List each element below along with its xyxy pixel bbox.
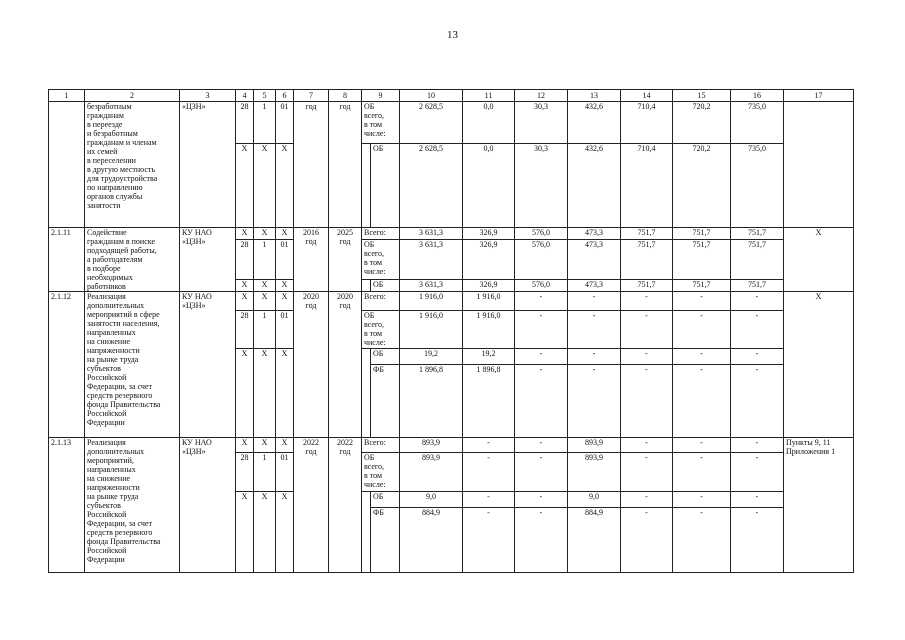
value-cell: 710,4 xyxy=(621,144,673,228)
indent-cell xyxy=(362,492,371,573)
value-cell: 893,9 xyxy=(568,438,621,453)
code-cell: X xyxy=(236,292,254,311)
source-label: ОБ всего, в том числе: xyxy=(362,102,400,144)
code-cell: X xyxy=(276,292,294,311)
measure-name: безработным гражданам в переезде и безработным гражданам и членам их семей в переселении в другую местность для трудоустройства по направлению органов службы занятости xyxy=(85,102,180,228)
code-cell: X xyxy=(236,492,254,573)
value-cell: 326,9 xyxy=(463,240,515,279)
value-cell: 735,0 xyxy=(731,102,784,144)
value-cell: 1 916,0 xyxy=(400,292,463,311)
value-cell: 1 916,0 xyxy=(400,311,463,349)
value-cell: - xyxy=(621,508,673,573)
value-cell: - xyxy=(673,492,731,508)
page-number: 13 xyxy=(447,29,458,41)
note-cell xyxy=(784,102,854,228)
code-cell: X xyxy=(276,279,294,291)
code-cell: 1 xyxy=(254,102,276,144)
note-cell: Пункты 9, 11 Приложения 1 xyxy=(784,438,854,573)
value-cell: - xyxy=(673,365,731,438)
value-cell: 9,0 xyxy=(568,492,621,508)
end-year: год xyxy=(329,102,362,228)
table-row xyxy=(49,102,854,144)
col-header: 13 xyxy=(568,90,621,102)
value-cell: - xyxy=(463,453,515,492)
value-cell: 893,9 xyxy=(400,438,463,453)
value-cell: 1 916,0 xyxy=(463,311,515,349)
value-cell: 576,0 xyxy=(515,228,568,240)
source-label: Всего: xyxy=(362,438,400,453)
end-year: 2025 год xyxy=(329,228,362,292)
value-cell: - xyxy=(463,492,515,508)
col-header: 5 xyxy=(254,90,276,102)
code-cell: X xyxy=(254,144,276,228)
value-cell: 751,7 xyxy=(621,279,673,291)
value-cell: - xyxy=(731,438,784,453)
start-year: 2020 год xyxy=(294,292,329,438)
note-cell: X xyxy=(784,292,854,438)
value-cell: - xyxy=(673,311,731,349)
value-cell: 1 916,0 xyxy=(463,292,515,311)
code-cell: 28 xyxy=(236,311,254,349)
value-cell: 3 631,3 xyxy=(400,240,463,279)
value-cell: - xyxy=(731,349,784,365)
start-year: 2016 год xyxy=(294,228,329,292)
source-label: ФБ xyxy=(371,365,400,438)
code-cell: X xyxy=(254,279,276,291)
measure-name: Реализация дополнительных мероприятий в сфере занятости населения, направленных на снижение напряженности на рынке труда субъектов Российской Федерации, за счет средств резервного фонда Правительства Российской Федерации xyxy=(85,292,180,438)
code-cell: 1 xyxy=(254,453,276,492)
value-cell: 2 628,5 xyxy=(400,144,463,228)
code-cell: X xyxy=(276,492,294,573)
indent-cell xyxy=(362,349,371,438)
value-cell: 751,7 xyxy=(673,240,731,279)
col-header: 12 xyxy=(515,90,568,102)
row-id: 2.1.12 xyxy=(49,292,85,438)
measure-name: Содействие гражданам в поиске подходящей работы, а работодателям в подборе необходимых работников xyxy=(85,228,180,292)
value-cell: 0,0 xyxy=(463,102,515,144)
code-cell: X xyxy=(236,349,254,438)
source-label: ОБ xyxy=(371,279,400,291)
value-cell: - xyxy=(568,311,621,349)
value-cell: 30,3 xyxy=(515,144,568,228)
source-label: ОБ xyxy=(371,144,400,228)
value-cell: - xyxy=(621,365,673,438)
col-header: 16 xyxy=(731,90,784,102)
measure-name: Реализация дополнительных мероприятий, направленных на снижение напряженности на рынке труда субъектов Российской Федерации, за счет средств резервного фонда Правительства Российской Федерации xyxy=(85,438,180,573)
row-id: 2.1.13 xyxy=(49,438,85,573)
col-header: 14 xyxy=(621,90,673,102)
value-cell: 576,0 xyxy=(515,240,568,279)
value-cell: - xyxy=(731,492,784,508)
value-cell: - xyxy=(673,508,731,573)
col-header: 11 xyxy=(463,90,515,102)
table-row xyxy=(49,292,854,311)
code-cell: 1 xyxy=(254,311,276,349)
value-cell: - xyxy=(515,438,568,453)
source-label: ФБ xyxy=(371,508,400,573)
executor: КУ НАО «ЦЗН» xyxy=(180,228,236,292)
code-cell: X xyxy=(276,349,294,438)
value-cell: - xyxy=(568,365,621,438)
value-cell: 751,7 xyxy=(673,228,731,240)
value-cell: - xyxy=(515,492,568,508)
value-cell: 3 631,3 xyxy=(400,228,463,240)
col-header: 15 xyxy=(673,90,731,102)
value-cell: - xyxy=(731,508,784,573)
value-cell: - xyxy=(515,292,568,311)
value-cell: 432,6 xyxy=(568,102,621,144)
value-cell: - xyxy=(568,292,621,311)
code-cell: X xyxy=(276,144,294,228)
column-header-row xyxy=(49,90,854,102)
code-cell: X xyxy=(254,292,276,311)
value-cell: 19,2 xyxy=(463,349,515,365)
value-cell: - xyxy=(731,311,784,349)
col-header: 6 xyxy=(276,90,294,102)
value-cell: - xyxy=(515,311,568,349)
col-header: 8 xyxy=(329,90,362,102)
value-cell: - xyxy=(621,492,673,508)
value-cell: - xyxy=(731,365,784,438)
indent-cell xyxy=(362,279,371,291)
start-year: 2022 год xyxy=(294,438,329,573)
value-cell: - xyxy=(463,508,515,573)
source-label: ОБ xyxy=(371,492,400,508)
value-cell: - xyxy=(673,438,731,453)
value-cell: 1 896,8 xyxy=(463,365,515,438)
code-cell: X xyxy=(254,492,276,573)
source-label: ОБ всего, в том числе: xyxy=(362,240,400,279)
code-cell: 01 xyxy=(276,453,294,492)
source-label: Всего: xyxy=(362,292,400,311)
table-row xyxy=(49,438,854,453)
code-cell: X xyxy=(236,438,254,453)
value-cell: - xyxy=(621,438,673,453)
start-year: год xyxy=(294,102,329,228)
value-cell: - xyxy=(568,349,621,365)
code-cell: X xyxy=(236,228,254,240)
value-cell: 720,2 xyxy=(673,102,731,144)
value-cell: - xyxy=(731,453,784,492)
value-cell: 30,3 xyxy=(515,102,568,144)
end-year: 2020 год xyxy=(329,292,362,438)
value-cell: - xyxy=(731,292,784,311)
executor: «ЦЗН» xyxy=(180,102,236,228)
col-header: 1 xyxy=(49,90,85,102)
value-cell: - xyxy=(515,453,568,492)
value-cell: 720,2 xyxy=(673,144,731,228)
value-cell: - xyxy=(673,292,731,311)
value-cell: - xyxy=(621,453,673,492)
col-header: 7 xyxy=(294,90,329,102)
source-label: ОБ xyxy=(371,349,400,365)
source-label: ОБ всего, в том числе: xyxy=(362,311,400,349)
code-cell: X xyxy=(254,438,276,453)
value-cell: - xyxy=(673,453,731,492)
code-cell: 01 xyxy=(276,102,294,144)
executor: КУ НАО «ЦЗН» xyxy=(180,438,236,573)
value-cell: - xyxy=(621,292,673,311)
row-id: 2.1.11 xyxy=(49,228,85,292)
code-cell: X xyxy=(254,228,276,240)
value-cell: 710,4 xyxy=(621,102,673,144)
value-cell: 751,7 xyxy=(731,228,784,240)
value-cell: - xyxy=(621,349,673,365)
value-cell: 473,3 xyxy=(568,240,621,279)
row-id xyxy=(49,102,85,228)
source-label: ОБ всего, в том числе: xyxy=(362,453,400,492)
table-row xyxy=(49,228,854,240)
value-cell: - xyxy=(515,508,568,573)
value-cell: 751,7 xyxy=(673,279,731,291)
value-cell: 9,0 xyxy=(400,492,463,508)
value-cell: 893,9 xyxy=(568,453,621,492)
col-header: 3 xyxy=(180,90,236,102)
code-cell: 01 xyxy=(276,311,294,349)
executor: КУ НАО «ЦЗН» xyxy=(180,292,236,438)
value-cell: 473,3 xyxy=(568,279,621,291)
code-cell: 1 xyxy=(254,240,276,279)
value-cell: - xyxy=(515,365,568,438)
col-header: 10 xyxy=(400,90,463,102)
col-header: 2 xyxy=(85,90,180,102)
col-header: 17 xyxy=(784,90,854,102)
value-cell: 884,9 xyxy=(400,508,463,573)
value-cell: 3 631,3 xyxy=(400,279,463,291)
value-cell: 1 896,8 xyxy=(400,365,463,438)
value-cell: - xyxy=(463,438,515,453)
budget-table xyxy=(48,89,854,573)
value-cell: 326,9 xyxy=(463,228,515,240)
value-cell: - xyxy=(673,349,731,365)
code-cell: 28 xyxy=(236,102,254,144)
value-cell: 751,7 xyxy=(731,279,784,291)
col-header: 9 xyxy=(362,90,400,102)
value-cell: 432,6 xyxy=(568,144,621,228)
code-cell: X xyxy=(254,349,276,438)
end-year: 2022 год xyxy=(329,438,362,573)
value-cell: - xyxy=(515,349,568,365)
value-cell: 893,9 xyxy=(400,453,463,492)
source-label: Всего: xyxy=(362,228,400,240)
value-cell: 0,0 xyxy=(463,144,515,228)
code-cell: 28 xyxy=(236,240,254,279)
code-cell: 28 xyxy=(236,453,254,492)
col-header: 4 xyxy=(236,90,254,102)
value-cell: 473,3 xyxy=(568,228,621,240)
code-cell: X xyxy=(276,228,294,240)
value-cell: 751,7 xyxy=(621,240,673,279)
value-cell: 576,0 xyxy=(515,279,568,291)
indent-cell xyxy=(362,144,371,228)
code-cell: 01 xyxy=(276,240,294,279)
value-cell: 751,7 xyxy=(731,240,784,279)
value-cell: - xyxy=(621,311,673,349)
value-cell: 884,9 xyxy=(568,508,621,573)
code-cell: X xyxy=(236,279,254,291)
note-cell: X xyxy=(784,228,854,292)
code-cell: X xyxy=(276,438,294,453)
value-cell: 735,0 xyxy=(731,144,784,228)
code-cell: X xyxy=(236,144,254,228)
value-cell: 2 628,5 xyxy=(400,102,463,144)
value-cell: 751,7 xyxy=(621,228,673,240)
value-cell: 19,2 xyxy=(400,349,463,365)
value-cell: 326,9 xyxy=(463,279,515,291)
